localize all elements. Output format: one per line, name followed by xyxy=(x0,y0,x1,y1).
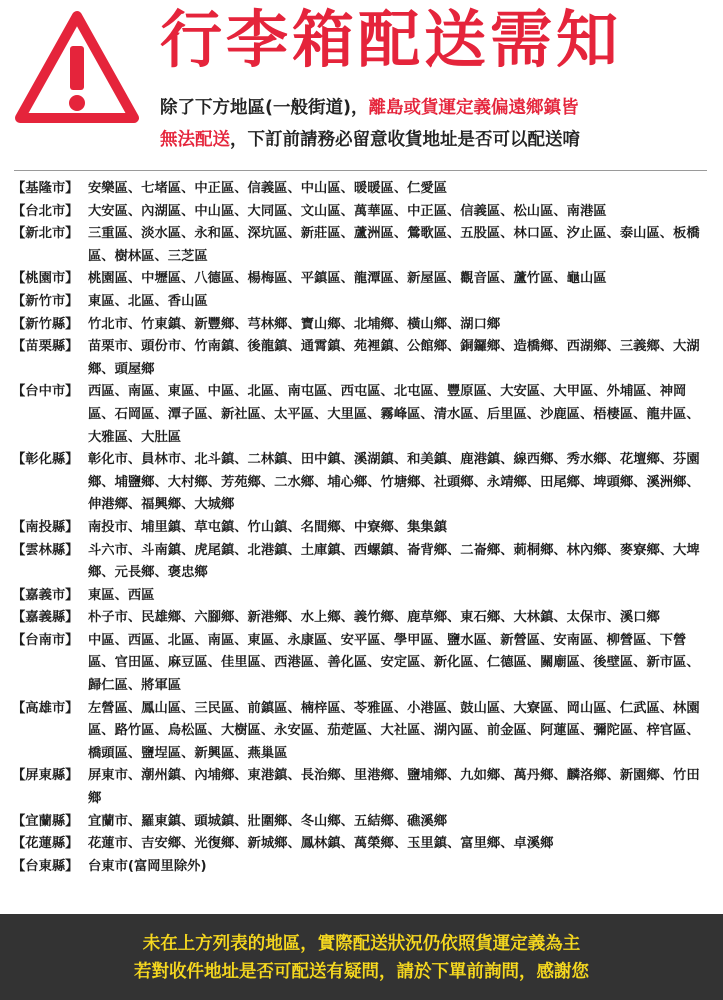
region-label: 【屏東縣】 xyxy=(12,768,79,784)
header-divider xyxy=(14,170,707,171)
footer-line-1: 未在上方列表的地區，實際配送狀況仍依照貨運定義為主 xyxy=(142,934,581,954)
region-places: 斗六市、斗南鎮、虎尾鎮、北港鎮、土庫鎮、西螺鎮、崙背鄉、二崙鄉、莿桐鄉、林內鄉、麥寮鄉、大埤鄉、元長鄉、褒忠鄉 xyxy=(88,542,700,581)
region-places: 花蓮市、吉安鄉、光復鄉、新城鄉、鳳林鎮、萬榮鄉、玉里鎮、富里鄉、卓溪鄉 xyxy=(88,836,554,852)
region-places: 西區、南區、東區、中區、北區、南屯區、西屯區、北屯區、豐原區、大安區、大甲區、外埔區、神岡區、石岡區、潭子區、新社區、太平區、大里區、霧峰區、清水區、后里區、沙鹿區、梧棲區、龍井區、大雅區、大肚區 xyxy=(88,384,700,445)
region-row-chiayi-city xyxy=(12,585,712,608)
region-row-taipei xyxy=(12,201,712,224)
region-row-taichung xyxy=(12,381,712,449)
footer-line-2: 若對收件地址是否可配送有疑問，請於下單前詢問，感謝您 xyxy=(134,962,589,982)
region-places: 東區、西區 xyxy=(88,587,155,603)
region-places: 屏東市、潮州鎮、內埔鄉、東港鎮、長治鄉、里港鄉、鹽埔鄉、九如鄉、萬丹鄉、麟洛鄉、新園鄉、竹田鄉 xyxy=(88,768,700,807)
notice-line-2-highlight: 無法配送 xyxy=(160,130,230,150)
notice-line-2 xyxy=(160,128,720,152)
region-row-taoyuan xyxy=(12,268,712,291)
region-label: 【嘉義市】 xyxy=(12,587,79,603)
region-row-keelung xyxy=(12,178,712,201)
region-places: 苗栗市、頭份市、竹南鎮、後龍鎮、通霄鎮、苑裡鎮、公館鄉、銅鑼鄉、造橋鄉、西湖鄉、三義鄉、大湖鄉、頭屋鄉 xyxy=(88,339,700,377)
footer-banner xyxy=(0,914,723,1000)
region-row-hsinchu-city xyxy=(12,291,712,314)
region-places: 朴子市、民雄鄉、六腳鄉、新港鄉、水上鄉、義竹鄉、鹿草鄉、東石鄉、大林鎮、太保市、溪口鄉 xyxy=(88,610,660,626)
region-places: 彰化市、員林市、北斗鎮、二林鎮、田中鎮、溪湖鎮、和美鎮、鹿港鎮、線西鄉、秀水鄉、花壇鄉、芬園鄉、埔鹽鄉、大村鄉、芳苑鄉、二水鄉、埔心鄉、竹塘鄉、社頭鄉、永靖鄉、田尾鄉、埤頭鄉、溪洲鄉、伸港鄉、福興鄉、大城鄉 xyxy=(88,452,700,513)
page-title: 行李箱配送需知 xyxy=(160,3,623,76)
warning-triangle-icon xyxy=(14,10,140,126)
region-row-miaoli xyxy=(12,336,712,381)
region-row-hsinchu-county xyxy=(12,314,712,337)
region-label: 【南投縣】 xyxy=(12,519,79,535)
notice-line-1-highlight: 離島或貨運定義偏遠鄉鎮皆 xyxy=(368,98,579,118)
region-label: 【台北市】 xyxy=(12,203,79,219)
region-places: 竹北市、竹東鎮、新豐鄉、芎林鄉、寶山鄉、北埔鄉、橫山鄉、湖口鄉 xyxy=(88,316,501,332)
region-row-yunlin xyxy=(12,540,712,585)
region-label: 【新竹市】 xyxy=(12,293,79,309)
region-row-new-taipei xyxy=(12,223,712,268)
region-places: 左營區、鳳山區、三民區、前鎮區、楠梓區、苓雅區、小港區、鼓山區、大寮區、岡山區、仁武區、林園區、路竹區、烏松區、大樹區、永安區、茄萣區、大社區、湖內區、前金區、阿蓮區、彌陀區、梓官區、橋頭區、鹽埕區、新興區、燕巢區 xyxy=(88,700,700,761)
region-places: 三重區、淡水區、永和區、深坑區、新莊區、蘆洲區、鶯歌區、五股區、林口區、汐止區、泰山區、板橋區、樹林區、三芝區 xyxy=(88,226,700,264)
region-places: 南投市、埔里鎮、草屯鎮、竹山鎮、名間鄉、中寮鄉、集集鎮 xyxy=(88,519,448,535)
region-places: 安樂區、七堵區、中正區、信義區、中山區、暖暖區、仁愛區 xyxy=(88,181,448,196)
region-label: 【高雄市】 xyxy=(12,700,79,716)
region-places: 大安區、內湖區、中山區、大同區、文山區、萬華區、中正區、信義區、松山區、南港區 xyxy=(88,203,607,219)
region-row-tainan xyxy=(12,630,712,698)
notice-line-1 xyxy=(160,96,720,120)
region-label: 【雲林縣】 xyxy=(12,542,79,558)
region-label: 【嘉義縣】 xyxy=(12,610,79,626)
region-places: 桃園區、中壢區、八德區、楊梅區、平鎮區、龍潭區、新屋區、觀音區、蘆竹區、龜山區 xyxy=(88,271,607,287)
region-label: 【台東縣】 xyxy=(12,858,79,874)
region-label: 【基隆市】 xyxy=(12,181,79,196)
region-row-nantou xyxy=(12,517,712,540)
region-label: 【宜蘭縣】 xyxy=(12,813,79,829)
notice-line-1-normal: 除了下方地區(一般街道)， xyxy=(160,98,369,118)
region-list xyxy=(12,178,712,878)
region-row-hualien xyxy=(12,833,712,856)
notice-line-2-normal: ，下訂前請務必留意收貨地址是否可以配送唷 xyxy=(230,130,580,150)
region-label: 【花蓮縣】 xyxy=(12,836,79,852)
region-row-pingtung xyxy=(12,765,712,810)
region-row-yilan xyxy=(12,811,712,834)
region-places: 東區、北區、香山區 xyxy=(88,293,208,309)
region-row-chiayi-county xyxy=(12,607,712,630)
region-label: 【苗栗縣】 xyxy=(12,339,79,355)
notice-header xyxy=(0,0,723,162)
region-label: 【新北市】 xyxy=(12,226,79,242)
region-row-changhua xyxy=(12,449,712,517)
region-row-kaohsiung xyxy=(12,698,712,766)
region-label: 【桃園市】 xyxy=(12,271,79,287)
region-places: 宜蘭市、羅東鎮、頭城鎮、壯圍鄉、冬山鄉、五結鄉、礁溪鄉 xyxy=(88,813,448,829)
region-label: 【新竹縣】 xyxy=(12,316,79,332)
region-label: 【彰化縣】 xyxy=(12,452,79,468)
region-places: 中區、西區、北區、南區、東區、永康區、安平區、學甲區、鹽水區、新營區、安南區、柳營區、下營區、官田區、麻豆區、佳里區、西港區、善化區、安定區、新化區、仁德區、關廟區、後壁區、新市區、歸仁區、將軍區 xyxy=(88,632,700,694)
region-label: 【台中市】 xyxy=(12,384,79,400)
region-label: 【台南市】 xyxy=(12,632,79,648)
region-row-taitung xyxy=(12,856,712,879)
region-places: 台東市(富岡里除外) xyxy=(88,858,207,874)
